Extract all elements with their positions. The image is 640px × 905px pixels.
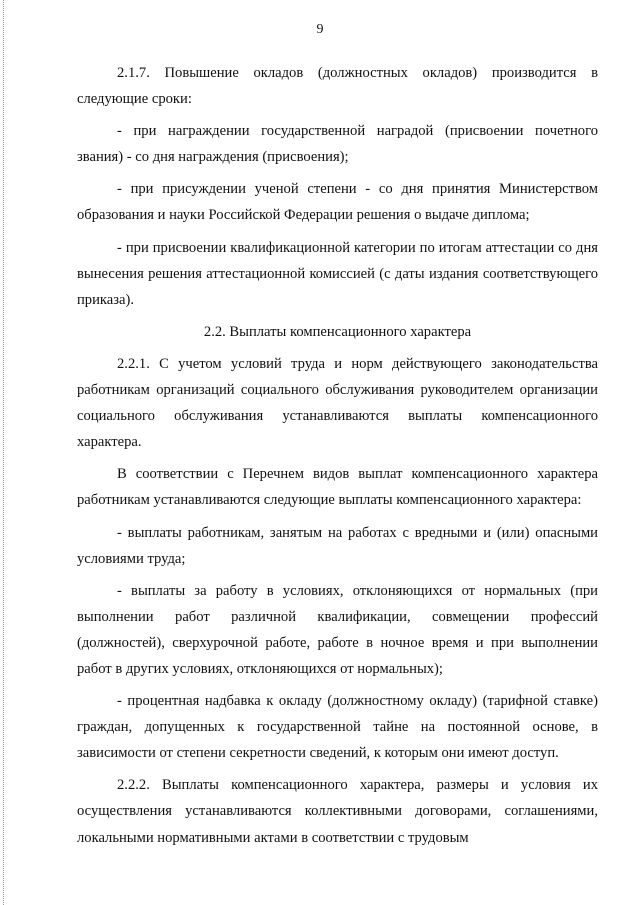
page-edge-dotted-line bbox=[3, 0, 4, 905]
list-item-state-secret-bonus: - процентная надбавка к окладу (должностному окладу) (тарифной ставке) граждан, допущенных к государственной тайне на постоянной основе, в зависимости от степени секретности сведений, к которым они имеют доступ. bbox=[77, 693, 598, 762]
paragraph-2-1-7: 2.1.7. Повышение окладов (должностных окладов) производится в следующие сроки: bbox=[77, 65, 598, 108]
paragraph-2-2-2: 2.2.2. Выплаты компенсационного характера, размеры и условия их осуществления устанавливаются коллективными договорами, соглашениями, локальными нормативными актами в соответствии с трудовым bbox=[77, 777, 598, 846]
list-item-academic-degree: - при присуждении ученой степени - со дня принятия Министерством образования и науки Российской Федерации решения о выдаче диплома; bbox=[77, 181, 598, 224]
list-item-qualification-category: - при присвоении квалификационной категории по итогам аттестации со дня вынесения решения аттестационной комиссией (с даты издания соответствующего приказа). bbox=[77, 239, 598, 308]
section-heading-2-2: 2.2. Выплаты компенсационного характера bbox=[203, 323, 472, 340]
paragraph-list-intro: В соответствии с Перечнем видов выплат компенсационного характера работникам устанавливаются следующие выплаты компенсационного характера: bbox=[77, 466, 598, 509]
list-item-state-award: - при награждении государственной наградой (присвоении почетного звания) - со дня награждения (присвоения); bbox=[77, 123, 598, 166]
document-body bbox=[77, 60, 598, 857]
page-number: 9 bbox=[316, 22, 324, 37]
list-item-harmful-conditions: - выплаты работникам, занятым на работах с вредными и (или) опасными условиями труда; bbox=[77, 524, 598, 567]
list-item-abnormal-conditions: - выплаты за работу в условиях, отклоняющихся от нормальных (при выполнении работ различной квалификации, совмещении профессий (должностей), сверхурочной работе, работе в ночное время и при выполнении работ в других условиях, отклоняющихся от нормальных); bbox=[77, 582, 598, 677]
paragraph-2-2-1: 2.2.1. С учетом условий труда и норм действующего законодательства работникам организаций социального обслуживания руководителем организации социального обслуживания устанавливаются выплаты компенсационного характера. bbox=[77, 355, 598, 451]
